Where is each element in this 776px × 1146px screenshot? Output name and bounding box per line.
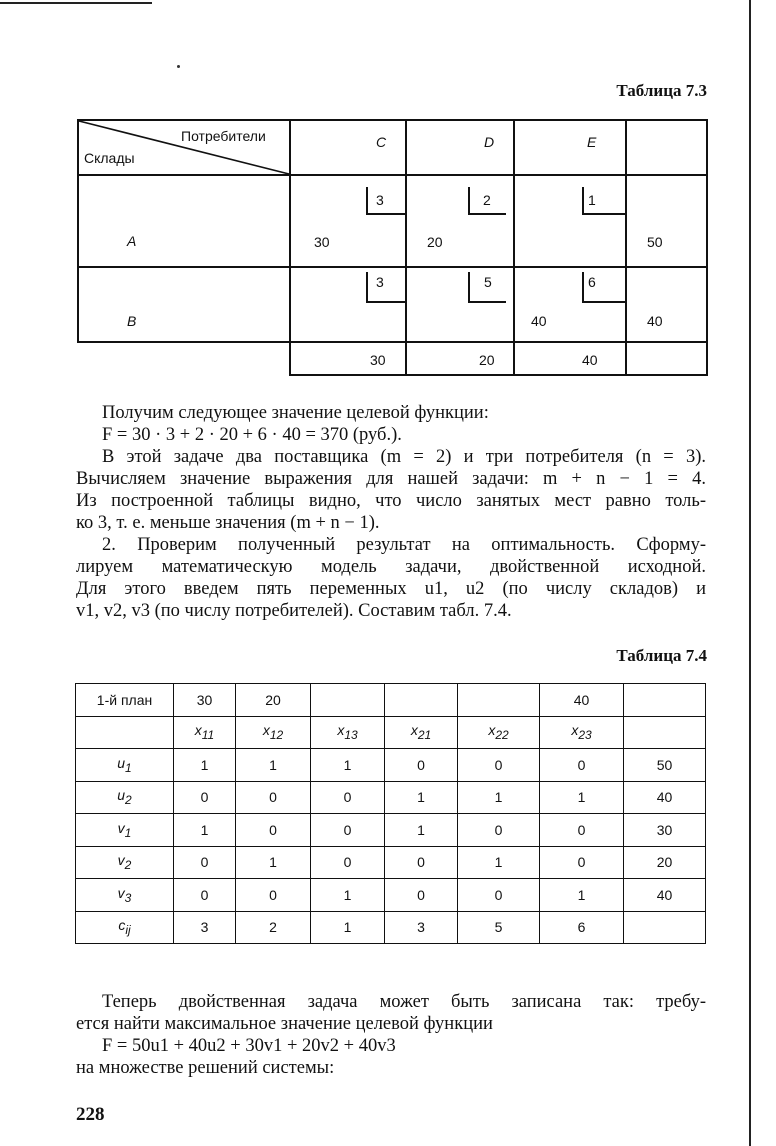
consumer-e: E [587,134,597,150]
table-cell: 1 [458,846,540,879]
table-cell: 30 [624,814,706,847]
para-line: 2. Проверим полученный результат на оптимальность. Сформу- [102,535,706,555]
para-line: v1, v2, v3 (по числу потребителей). Составим табл. 7.4. [76,601,512,621]
var-label: $x_{11}$ [174,716,236,749]
table-cell [458,684,540,717]
para-line: Теперь двойственная задача может быть записана так: требу- [102,992,706,1012]
table-cell [385,684,458,717]
table-row [76,749,706,782]
table-cell: 0 [385,846,458,879]
cost-a-e: 1 [588,192,596,208]
para-line: В этой задаче два поставщика (m = 2) и три потребителя (n = 3). [102,447,706,467]
para-line: ко 3, т. е. меньше значения (m + n − 1). [76,513,380,533]
table-cell: 40 [540,684,624,717]
demand-c: 30 [370,352,386,368]
table-row [76,911,706,944]
table-row [76,684,706,717]
table-cell: 1 [236,749,311,782]
table-cell: 1 [174,814,236,847]
table-cell: 20 [624,846,706,879]
para-line: лируем математическую модель задачи, двойственной исходной. [76,557,706,577]
warehouse-a: A [127,233,137,249]
table-cell: 1 [385,814,458,847]
table-cell: 0 [311,814,385,847]
table-cell: 3 [385,911,458,944]
supply-a: 50 [647,234,663,250]
demand-d: 20 [479,352,495,368]
para-line: Из построенной таблицы видно, что число занятых мест равно толь- [76,491,706,511]
table-cell: 1 [540,879,624,912]
table-cell: 0 [540,749,624,782]
cost-b-e: 6 [588,274,596,290]
table-cell: 1 [385,781,458,814]
para-line: Вычисляем значение выражения для нашей задачи: m + n − 1 = 4. [76,469,706,489]
table-cell: 0 [458,879,540,912]
body-text-1 [76,402,706,622]
para-objective: Получим следующее значение целевой функции: [102,403,489,423]
row-label: $u_1$ [76,749,174,782]
table-cell: 40 [624,879,706,912]
row-label: $u_2$ [76,781,174,814]
table-cell [624,911,706,944]
table-row [76,716,706,749]
table-cell: 0 [385,879,458,912]
warehouse-b: B [127,313,137,329]
table-row [76,846,706,879]
row-label: $c_{ij}$ [76,911,174,944]
table-cell: 40 [624,781,706,814]
table-cell: 1 [236,846,311,879]
table-cell: 1 [311,911,385,944]
supply-b: 40 [647,313,663,329]
table-cell: 0 [385,749,458,782]
table-cell: 0 [458,814,540,847]
para-line: на множестве решений системы: [76,1058,335,1078]
table-cell: 1 [174,749,236,782]
table-cell: 0 [311,781,385,814]
table-cell: 0 [236,814,311,847]
table-7-4-caption: Таблица 7.4 [616,646,707,665]
table-7-3 [0,0,776,380]
var-label: $x_{13}$ [311,716,385,749]
table-row [76,781,706,814]
table-cell: 0 [236,781,311,814]
header-consumers: Потребители [181,128,266,144]
table-cell: 0 [236,879,311,912]
var-label: $x_{12}$ [236,716,311,749]
cost-a-c: 3 [376,192,384,208]
table-cell [76,716,174,749]
row-label: $v_2$ [76,846,174,879]
alloc-b-e: 40 [531,313,547,329]
table-cell: 20 [236,684,311,717]
table-cell: 0 [458,749,540,782]
row-label: $v_3$ [76,879,174,912]
body-text-2 [76,991,706,1079]
table-cell [624,716,706,749]
cost-a-d: 2 [483,192,491,208]
alloc-a-c: 30 [314,234,330,250]
table-7-4 [75,683,706,944]
table-cell: 5 [458,911,540,944]
table-cell: 0 [174,846,236,879]
table-row [76,814,706,847]
table-cell: 0 [540,846,624,879]
formula-f2: F = 50u1 + 40u2 + 30v1 + 20v2 + 40v3 [102,1036,396,1056]
table-cell: 1 [311,879,385,912]
table-7-4-body [76,749,706,944]
table-cell: 6 [540,911,624,944]
var-label: $x_{23}$ [540,716,624,749]
para-line: Для этого введем пять переменных u1, u2 (по числу складов) и [76,579,706,599]
table-7-3-caption: Таблица 7.3 [616,81,707,100]
table-cell: 1 [458,781,540,814]
formula-f1: F = 30 · 3 + 2 · 20 + 6 · 40 = 370 (руб.). [102,425,402,445]
page-number: 228 [76,1104,105,1125]
table-cell [311,684,385,717]
para-line: ется найти максимальное значение целевой функции [76,1014,493,1034]
table-cell: 1 [540,781,624,814]
table-cell: 2 [236,911,311,944]
consumer-d: D [484,134,495,150]
var-label: $x_{21}$ [385,716,458,749]
table-row [76,879,706,912]
plan-label: 1-й план [76,684,174,717]
table-cell [624,684,706,717]
consumer-c: C [376,134,387,150]
table-cell: 0 [540,814,624,847]
alloc-a-d: 20 [427,234,443,250]
demand-e: 40 [582,352,598,368]
table-cell: 50 [624,749,706,782]
table-cell: 0 [311,846,385,879]
table-cell: 1 [311,749,385,782]
cost-b-c: 3 [376,274,384,290]
header-warehouses: Склады [84,150,135,166]
table-cell: 0 [174,781,236,814]
var-label: $x_{22}$ [458,716,540,749]
table-cell: 30 [174,684,236,717]
table-cell: 0 [174,879,236,912]
row-label: $v_1$ [76,814,174,847]
table-cell: 3 [174,911,236,944]
cost-b-d: 5 [484,274,492,290]
